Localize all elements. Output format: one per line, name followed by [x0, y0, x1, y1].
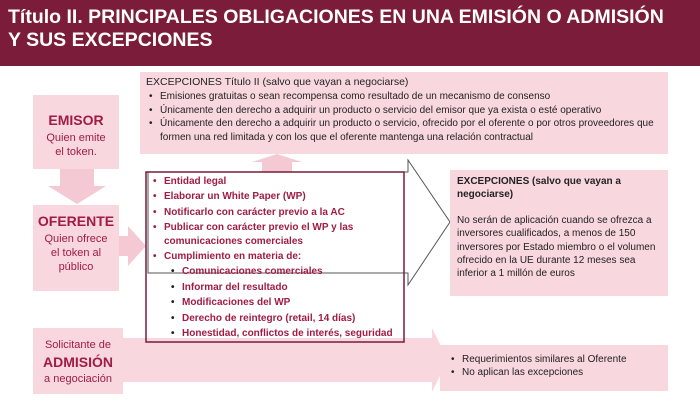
excepciones-top-list	[146, 90, 662, 144]
obligacion-subitem: • Modificaciones del WP	[168, 296, 400, 311]
obligacion-item: • Entidad legal	[150, 175, 400, 190]
obligacion-item: • Publicar con carácter previo el WP y las comunicaciones comerciales	[150, 221, 394, 250]
obligacion-item: • Elaborar un White Paper (WP)	[150, 190, 400, 205]
title-line-1: Título II. PRINCIPALES OBLIGACIONES EN UNA EMISIÓN O ADMISIÓN	[8, 6, 664, 28]
obligacion-item: • Notificarlo con carácter previo a la AC	[150, 206, 400, 221]
emisor-sub-2: el token.	[55, 146, 97, 158]
excepciones-right-heading: EXCEPCIONES (salvo que vayan a negociarse)	[457, 176, 621, 201]
emisor-box	[33, 95, 119, 169]
emisor-label: EMISOR	[48, 112, 104, 128]
excepciones-top-item: • Emisiones gratuitas o sean recompensa como resultado de un mecanismo de consenso	[146, 90, 662, 103]
admision-result-box	[440, 345, 668, 391]
excepciones-top-item: • Únicamente den derecho a adquirir un producto o servicio del emisor que ya exista o esté operativo	[146, 104, 662, 117]
excepciones-right-body: No serán de aplicación cuando se ofrezca a inversores cualificados, a menos de 150 inversores por Estado miembro o el volumen ofrecido en la UE durante 12 meses sea inferior a 1 millón de euros	[457, 214, 656, 280]
excepciones-top-heading: EXCEPCIONES Título II (salvo que vayan a negociarse)	[146, 76, 409, 88]
oferente-sub-2: el token al	[50, 247, 102, 259]
admision-result-item: • No aplican las excepciones	[448, 366, 662, 379]
admision-result-list	[448, 353, 662, 380]
obligacion-subitem: • Derecho de reintegro (retail, 14 días)	[168, 312, 400, 327]
excepciones-top-item: • Únicamente den derecho a adquirir un producto o servicio, ofrecido por el oferente o por otros proveedores que formen una red limitada y con los que el oferente mantenga una relación contractual	[146, 117, 662, 144]
oferente-box	[33, 205, 119, 291]
emisor-sub-1: Quien emite	[46, 132, 106, 144]
obligaciones-list	[150, 175, 400, 265]
arrow-emisor-to-oferente	[48, 168, 106, 204]
obligacion-subitem: • Honestidad, conflictos de interés, seguridad	[168, 327, 400, 342]
admision-post: a negociación	[44, 373, 112, 385]
oferente-label: OFERENTE	[37, 213, 115, 229]
arrow-obligaciones-to-excepciones	[252, 154, 302, 172]
admision-label: ADMISIÓN	[43, 354, 113, 370]
obligacion-item: • Cumplimiento en materia de:	[150, 250, 400, 265]
admision-result-item: • Requerimientos similares al Oferente	[448, 353, 662, 366]
obligacion-subitem: • Informar del resultado	[168, 281, 400, 296]
excepciones-right-box	[450, 170, 668, 296]
title-line-2: Y SUS EXCEPCIONES	[8, 29, 213, 51]
obligaciones-box	[150, 175, 400, 342]
admision-pre: Solicitante de	[44, 339, 112, 351]
arrow-oferente-to-obligaciones	[116, 226, 146, 266]
admision-box	[33, 328, 123, 394]
obligacion-subitem: • Comunicaciones comerciales	[168, 265, 400, 280]
oferente-sub-3: público	[58, 261, 94, 273]
obligaciones-sublist	[168, 265, 400, 342]
oferente-sub-1: Quien ofrece	[44, 233, 108, 245]
excepciones-top-box	[140, 72, 668, 154]
